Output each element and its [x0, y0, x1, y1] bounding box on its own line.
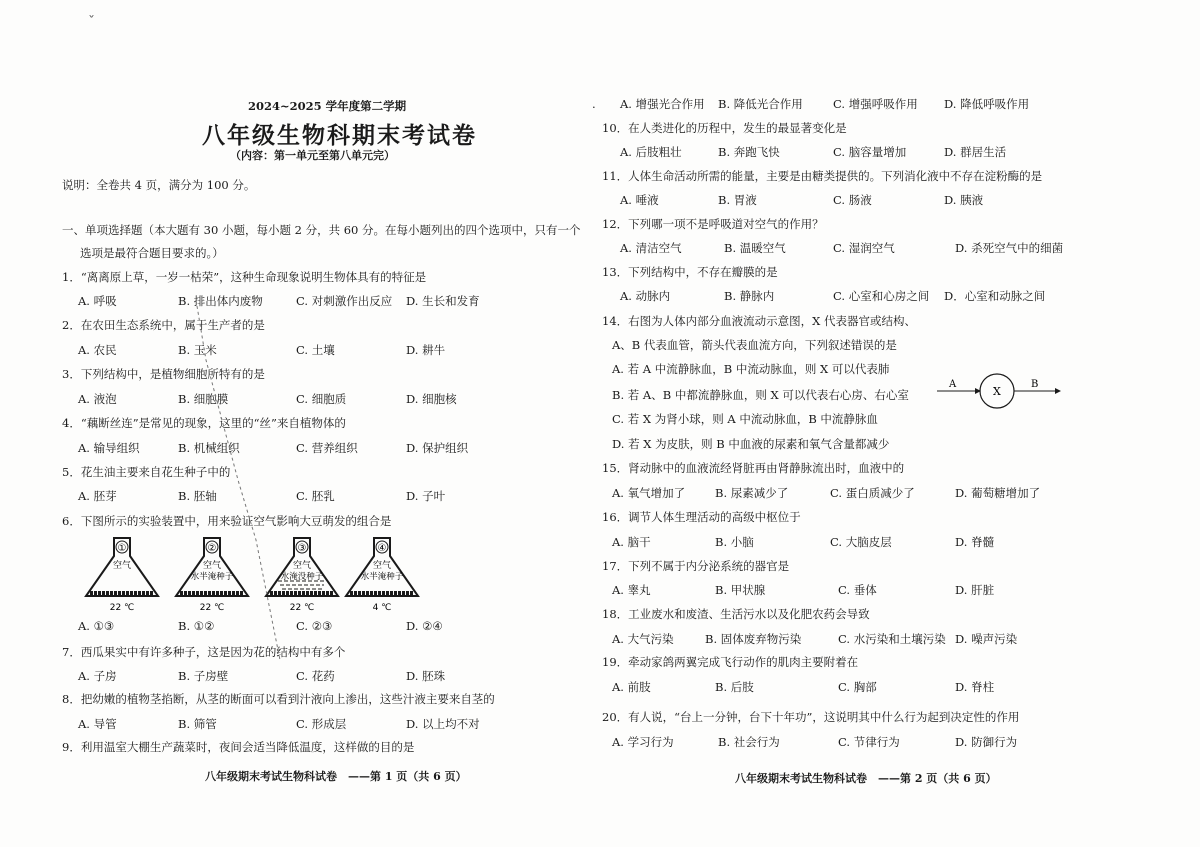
flask-air-label: 空气 [292, 561, 312, 571]
question-option: A. 农民 [78, 343, 117, 357]
question-option: C. 土壤 [296, 343, 335, 357]
question-option: D. 细胞核 [406, 392, 457, 406]
question-option: B. 筛管 [178, 717, 217, 731]
question-option: D. 胚珠 [406, 669, 446, 683]
footer-page-2: 八年级期末考试生物科试卷 ——第 2 页（共 6 页） [735, 772, 997, 785]
question-option: B. 胚轴 [178, 489, 217, 503]
question-stem: 3．下列结构中，是植物细胞所特有的是 [62, 367, 265, 381]
section-instructions-1: 一、单项选择题（本大题有 30 小题，每小题 2 分，共 60 分。在每小题列出的四个选项中，只有一个 [62, 223, 581, 237]
label-a: A [949, 379, 957, 390]
question-option: B. 细胞膜 [178, 392, 229, 406]
question-option: B. 固体废弃物污染 [705, 632, 802, 646]
question-option: B. 排出体内废物 [178, 294, 263, 308]
question-option: A. 动脉内 [620, 289, 671, 303]
question-option: A. 大气污染 [612, 632, 674, 646]
question-stem: 2．在农田生态系统中，属于生产者的是 [62, 318, 265, 332]
question-option: C. 湿润空气 [833, 241, 895, 255]
question-stem: 5．花生油主要来自花生种子中的 [62, 465, 231, 479]
question-option: A. 子房 [78, 669, 117, 683]
flask-air-label: 空气 [372, 561, 392, 571]
question-option: C. 胸部 [838, 680, 877, 694]
question-option: A. 学习行为 [612, 735, 674, 749]
flask-temperature: 22 ℃ [109, 603, 135, 613]
question-option: B. 温暖空气 [724, 241, 786, 255]
question-option: D. 葡萄糖增加了 [955, 486, 1041, 500]
question-option: B. 小脑 [715, 535, 754, 549]
question-option: D. 胰液 [944, 193, 984, 207]
flask-air-label: 空气 [112, 561, 132, 571]
question-option: C. 节律行为 [838, 735, 900, 749]
flask-water-label: 水淹没种子 [280, 572, 324, 582]
question-option: C. 营养组织 [296, 441, 358, 455]
question-option: A. ①③ [78, 619, 115, 633]
q9-bullet: . [592, 97, 596, 111]
exam-note: 说明：全卷共 4 页，满分为 100 分。 [62, 178, 256, 192]
question-stem: 15．肾动脉中的血液流经肾脏再由肾静脉流出时，血液中的 [602, 461, 905, 475]
question-option: D. 防御行为 [955, 735, 1018, 749]
question-option: B. 静脉内 [724, 289, 775, 303]
question-option: C. 水污染和土壤污染 [838, 632, 946, 646]
question-option: C. 脑容量增加 [833, 145, 907, 159]
question-option: A. 增强光合作用 [620, 97, 705, 111]
question-option: D. 杀死空气中的细菌 [955, 241, 1064, 255]
question-option: C. 大脑皮层 [830, 535, 892, 549]
question-option: D. ②④ [406, 619, 443, 633]
label-x: X [993, 385, 1001, 398]
question-option: C. 形成层 [296, 717, 347, 731]
question-option: D. 脊髓 [955, 535, 995, 549]
flask-number: ③ [297, 543, 307, 554]
label-b: B [1031, 379, 1039, 390]
question-stem: 16．调节人体生理活动的高级中枢位于 [602, 510, 801, 524]
flask-number: ① [117, 543, 127, 554]
exam-scope: （内容：第一单元至第八单元完） [230, 149, 395, 162]
question-option: B. 奔跑飞快 [718, 145, 780, 159]
question-option: C. 增强呼吸作用 [833, 97, 918, 111]
flask-air-label: 空气 [202, 561, 222, 571]
question-option: B. 玉米 [178, 343, 217, 357]
question-option: C. 心室和心房之间 [833, 289, 930, 303]
question-option: A. 唾液 [620, 193, 659, 207]
question-option: D. 生长和发育 [406, 294, 480, 308]
question-option: B. 社会行为 [718, 735, 780, 749]
question-stem: 4．“藕断丝连”是常见的现象，这里的“丝”来自植物体的 [62, 416, 346, 430]
question-option: D. 肝脏 [955, 583, 995, 597]
question-stem: 19．牵动家鸽两翼完成飞行动作的肌肉主要附着在 [602, 655, 859, 669]
question-stem: 13．下列结构中，不存在瓣膜的是 [602, 265, 778, 279]
flask-number: ④ [377, 543, 387, 554]
question-option: B. 胃液 [718, 193, 757, 207]
question-stem: 1．“离离原上草，一岁一枯荣”，这种生命现象说明生物体具有的特征是 [62, 270, 427, 284]
question-option: D. 以上均不对 [406, 717, 480, 731]
footer-page-1: 八年级期末考试生物科试卷 ——第 1 页（共 6 页） [205, 770, 467, 783]
question-option: D. 耕牛 [406, 343, 446, 357]
question-stem: 11．人体生命活动所需的能量，主要是由糖类提供的。下列消化液中不存在淀粉酶的是 [602, 169, 1043, 183]
question-stem: 10．在人类进化的历程中，发生的最显著变化是 [602, 121, 847, 135]
question-option: C. 若 X 为肾小球，则 A 中流动脉血，B 中流静脉血 [612, 412, 878, 426]
question-option: C. 胚乳 [296, 489, 335, 503]
question-option: B. 甲状腺 [715, 583, 766, 597]
question-option: A. 胚芽 [78, 489, 117, 503]
question-option: D．心室和动脉之间 [944, 289, 1046, 303]
question-option: B. 子房壁 [178, 669, 229, 683]
section-instructions-2: 选项是最符合题目要求的。） [80, 246, 224, 260]
question-stem: A、B 代表血管，箭头代表血流方向，下列叙述错误的是 [612, 338, 897, 352]
exam-term: 2024~2025 学年度第二学期 [248, 99, 407, 113]
question-stem: 20．有人说，“台上一分钟，台下十年功”，这说明其中什么行为起到决定性的作用 [602, 710, 1020, 724]
question-stem: 17．下列不属于内分泌系统的器官是 [602, 559, 790, 573]
flask-temperature: 22 ℃ [199, 603, 225, 613]
question-option: C. 蛋白质减少了 [830, 486, 915, 500]
question-option: D. 噪声污染 [955, 632, 1018, 646]
flask-water-label: 水半淹种子 [190, 572, 234, 582]
question-option: A. 后肢粗壮 [620, 145, 682, 159]
question-option: A. 脑干 [612, 535, 651, 549]
question-option: C. 垂体 [838, 583, 877, 597]
flask-number: ② [207, 543, 217, 554]
scan-mark: ˇ [88, 14, 95, 30]
question-stem: 8．把幼嫩的植物茎掐断，从茎的断面可以看到汁液向上渗出，这些汁液主要来自茎的 [62, 692, 495, 706]
question-option: A. 输导组织 [78, 441, 140, 455]
question-option: A. 导管 [78, 717, 117, 731]
question-stem: 12．下列哪一项不是呼吸道对空气的作用？ [602, 217, 824, 231]
question-option: B. 若 A、B 中都流静脉血，则 X 可以代表右心房、右心室 [612, 388, 909, 402]
flask-temperature: 4 ℃ [372, 603, 392, 613]
question-option: D. 若 X 为皮肤，则 B 中血液的尿素和氧气含量都减少 [612, 437, 890, 451]
question-option: A. 若 A 中流静脉血，B 中流动脉血，则 X 可以代表肺 [612, 362, 890, 376]
question-option: D. 保护组织 [406, 441, 469, 455]
question-option: C. ②③ [296, 619, 333, 633]
page-title: 八年级生物科期末考试卷 [202, 122, 477, 149]
question-option: C. 细胞质 [296, 392, 347, 406]
question-option: A. 氧气增加了 [612, 486, 686, 500]
question-stem: 18．工业废水和废渣、生活污水以及化肥农药会导致 [602, 607, 870, 621]
question-option: A. 前肢 [612, 680, 651, 694]
question-option: B. 机械组织 [178, 441, 240, 455]
flask-water-label: 水半淹种子 [360, 572, 404, 582]
question-option: C. 肠液 [833, 193, 872, 207]
question-option: A. 液泡 [78, 392, 117, 406]
question-option: D. 脊柱 [955, 680, 995, 694]
question-option: D. 群居生活 [944, 145, 1007, 159]
question-option: B. ①② [178, 619, 215, 633]
question-option: C. 花药 [296, 669, 335, 683]
question-stem: 9．利用温室大棚生产蔬菜时，夜间会适当降低温度，这样做的目的是 [62, 740, 415, 754]
question-option: D. 降低呼吸作用 [944, 97, 1030, 111]
question-option: B. 尿素减少了 [715, 486, 789, 500]
question-option: B. 后肢 [715, 680, 754, 694]
question-stem: 6．下图所示的实验装置中，用来验证空气影响大豆萌发的组合是 [62, 514, 392, 528]
flask-temperature: 22 ℃ [289, 603, 315, 613]
question-option: A. 呼吸 [78, 294, 117, 308]
question-option: C. 对刺激作出反应 [296, 294, 393, 308]
question-option: A. 睾丸 [612, 583, 651, 597]
question-option: B. 降低光合作用 [718, 97, 803, 111]
question-stem: 7．西瓜果实中有许多种子，这是因为花的结构中有多个 [62, 645, 346, 659]
question-stem: 14．右图为人体内部分血液流动示意图，X 代表器官或结构、 [602, 314, 916, 328]
question-option: D. 子叶 [406, 489, 446, 503]
question-option: A. 清洁空气 [620, 241, 682, 255]
